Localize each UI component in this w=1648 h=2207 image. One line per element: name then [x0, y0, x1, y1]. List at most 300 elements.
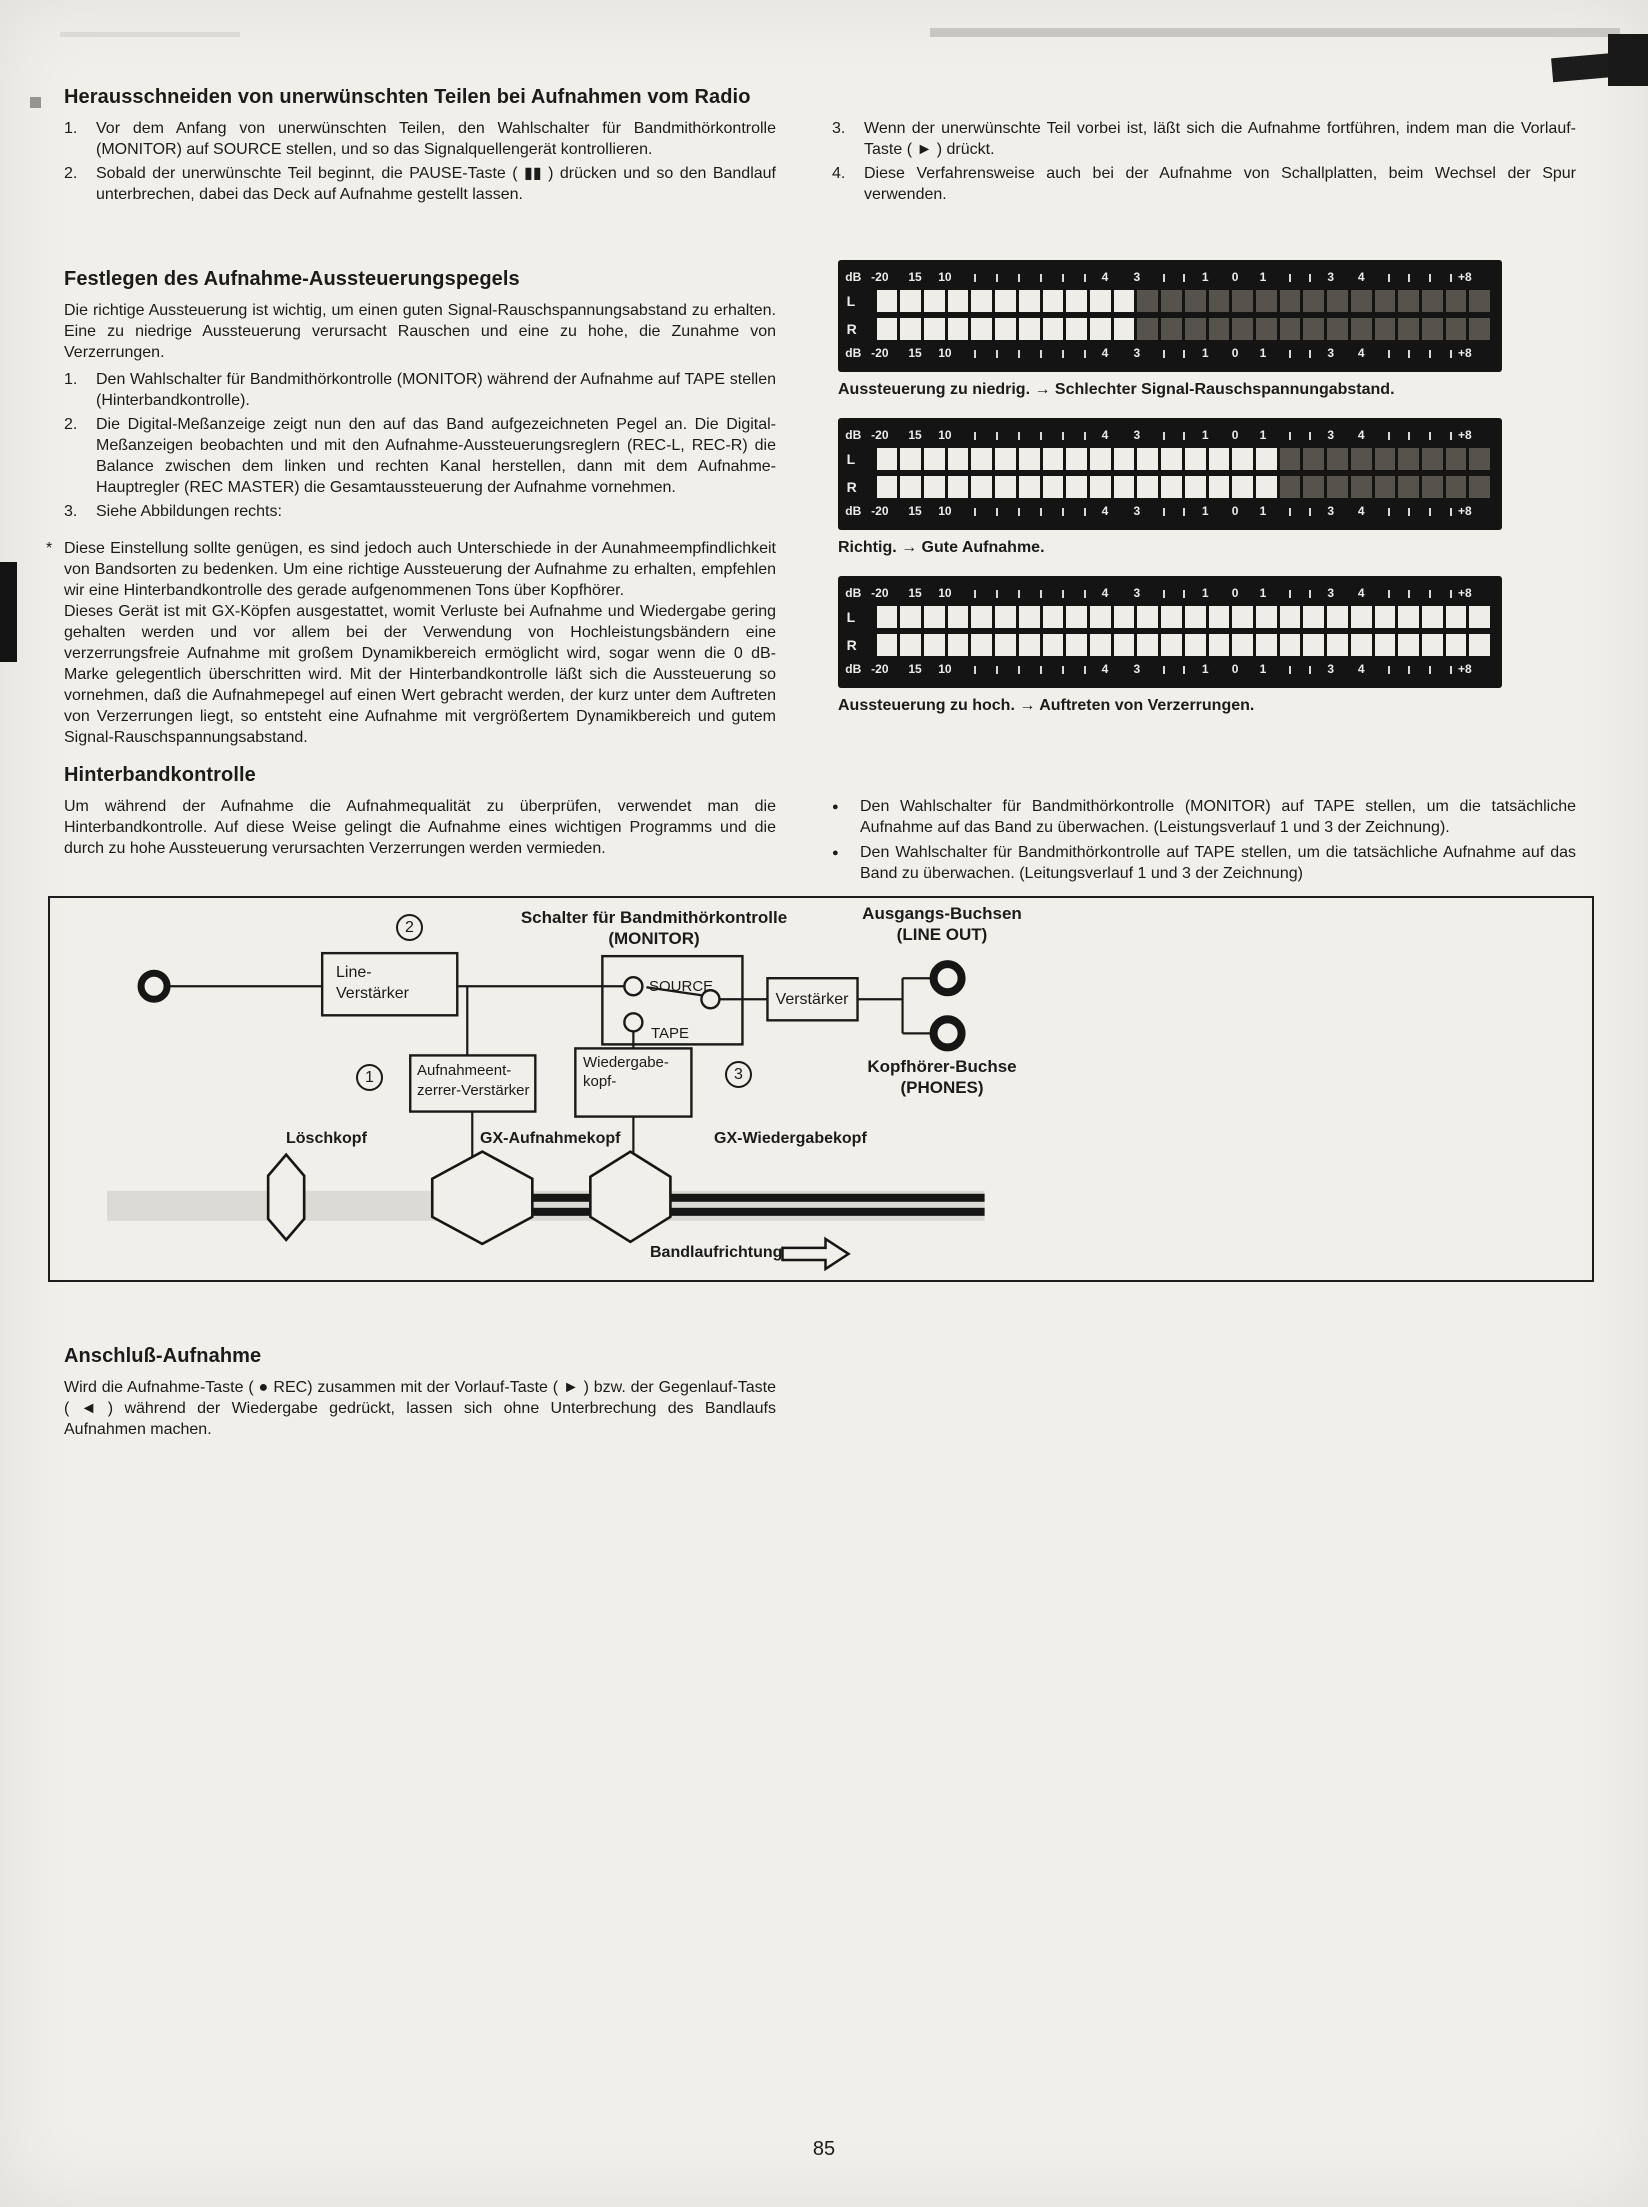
meter-scale-number: 1: [1201, 428, 1209, 442]
meter-segment: [948, 634, 969, 656]
meter-segment: [1090, 448, 1111, 470]
list-item-text: Sobald der unerwünschte Teil beginnt, die PAUSE-Taste ( ▮▮ ) drücken und so den Bandlauf unterbrechen, dabei das Deck auf Aufnahme gestellt lassen.: [96, 165, 776, 203]
meter-segment: [1161, 290, 1182, 312]
list-item-number: 3.: [832, 120, 846, 137]
meter-segment: [995, 606, 1016, 628]
meter-scale-tick: [1450, 590, 1452, 598]
meter-segment-bar: [877, 290, 1491, 312]
meter-segment: [948, 290, 969, 312]
meter-scale-number: 1: [1201, 504, 1209, 518]
meter-scale-tick: [996, 666, 998, 674]
meter-scale-tick: [1309, 508, 1311, 516]
meter-segment: [1469, 634, 1490, 656]
meter-scale-tick: [1183, 590, 1185, 598]
scan-artifact-heading-mark: [30, 97, 41, 108]
meter-scale-tick: [1084, 666, 1086, 674]
meter-scale-tick: [1183, 274, 1185, 282]
meter-segment: [1232, 476, 1253, 498]
meter-segment: [1280, 290, 1301, 312]
vu-meter-block: [838, 418, 1502, 558]
source-label: SOURCE: [649, 978, 714, 995]
meter-scale-tick: [1018, 666, 1020, 674]
meter-scale-number: 0: [1231, 428, 1239, 442]
meter-scale-tick: [1018, 590, 1020, 598]
meter-scale-tick: [1163, 666, 1165, 674]
meter-segment: [1398, 606, 1419, 628]
meter-scale-tick: [1408, 508, 1410, 516]
meter-scale-tick: [1289, 666, 1291, 674]
list-item: [832, 118, 1576, 160]
meter-segment: [1446, 634, 1467, 656]
playback-head-shape: [590, 1152, 670, 1242]
bullet-item: [832, 842, 1576, 884]
meter-scale-number: 1: [1259, 662, 1267, 676]
meter-scale-number: 1: [1201, 346, 1209, 360]
meter-scale-number: 15: [908, 586, 922, 600]
meter-scale-tick: [1309, 590, 1311, 598]
meter-scale-number: 4: [1357, 586, 1365, 600]
meter-segment: [1375, 606, 1396, 628]
meter-scale-number: 3: [1133, 270, 1141, 284]
list-item-text: Den Wahlschalter für Bandmithörkontrolle (MONITOR) während der Aufnahme auf TAPE stellen (Hinterbandkontrolle).: [96, 371, 776, 409]
meter-segment: [995, 318, 1016, 340]
meter-scale-number: +8: [1457, 428, 1472, 442]
meter-scale-tick: [1040, 508, 1042, 516]
meter-db-label: dB: [845, 270, 862, 284]
meter-segment: [1114, 634, 1135, 656]
meter-scale-tick: [1309, 432, 1311, 440]
meter-scale-tick: [1309, 274, 1311, 282]
list-item-text: Wenn der unerwünschte Teil vorbei ist, läßt sich die Aufnahme fortführen, indem man die Vorlauf-Taste ( ► ) drückt.: [864, 120, 1576, 158]
vu-meter-block: [838, 576, 1502, 716]
meter-segment: [1398, 290, 1419, 312]
meter-scale-tick: [1084, 590, 1086, 598]
meter-scale-tick: [1040, 666, 1042, 674]
monitor-switch-label-line2: (MONITOR): [608, 929, 700, 948]
list-item: [64, 369, 776, 411]
meter-segment: [995, 634, 1016, 656]
line-out-jack: [934, 964, 962, 992]
meter-db-label: dB: [845, 504, 862, 518]
meter-scale-tick: [1163, 590, 1165, 598]
meter-scale-number: 3: [1133, 662, 1141, 676]
meter-scale-number: 4: [1101, 346, 1109, 360]
rec-amp-label-line2: zerrer-Verstärker: [417, 1082, 530, 1099]
meter-segment: [1043, 606, 1064, 628]
list-item-number: 1.: [64, 371, 78, 388]
meter-scale-tick: [1429, 350, 1431, 358]
meter-scale-number: 10: [938, 586, 952, 600]
meter-scale-tick: [1309, 350, 1311, 358]
meter-scale-number: +8: [1457, 662, 1472, 676]
section-title: Festlegen des Aufnahme-Aussteuerungspegels: [64, 268, 520, 290]
meter-scale-number: 1: [1259, 270, 1267, 284]
meter-scale-tick: [1388, 274, 1390, 282]
vu-meter: [838, 576, 1502, 688]
meter-segment: [1137, 634, 1158, 656]
meter-scale-number: 3: [1327, 428, 1335, 442]
meter-segment: [1185, 476, 1206, 498]
meter-segment: [1019, 606, 1040, 628]
meter-scale-number: 4: [1101, 270, 1109, 284]
meter-segment: [1137, 448, 1158, 470]
meter-segment: [1066, 634, 1087, 656]
meter-segment: [1303, 448, 1324, 470]
meter-db-label: dB: [845, 662, 862, 676]
meter-db-label: dB: [845, 346, 862, 360]
meter-segment: [924, 634, 945, 656]
meter-segment: [1209, 476, 1230, 498]
meter-segment: [1232, 606, 1253, 628]
meter-scale-tick: [1388, 590, 1390, 598]
list-item-text: Siehe Abbildungen rechts:: [96, 503, 282, 520]
meter-segment: [995, 476, 1016, 498]
meter-scale-tick: [974, 666, 976, 674]
meter-scale-tick: [1163, 274, 1165, 282]
meter-segment: [1446, 318, 1467, 340]
tape-direction-label: Bandlaufrichtung: [650, 1244, 783, 1261]
amp-label: Verstärker: [775, 991, 849, 1008]
page-number: 85: [812, 2138, 836, 2160]
meter-scale-number: -20: [871, 270, 889, 284]
meter-scale-tick: [1084, 432, 1086, 440]
meter-segment: [1209, 606, 1230, 628]
meter-scale-row: [838, 583, 1502, 603]
meter-segment: [900, 634, 921, 656]
meter-scale-number: 3: [1327, 346, 1335, 360]
meter-segment: [1351, 290, 1372, 312]
meter-segment: [1114, 448, 1135, 470]
meter-segment: [1351, 634, 1372, 656]
meter-segment: [971, 634, 992, 656]
meter-scale-tick: [1062, 508, 1064, 516]
erase-head-shape: [268, 1155, 304, 1240]
column-left: [64, 118, 776, 208]
line-amp-label-line2: Verstärker: [336, 985, 409, 1002]
line-amp-label: [336, 962, 409, 1004]
meter-segment: [1422, 476, 1443, 498]
meter-segment: [1351, 318, 1372, 340]
meter-scale-number: 4: [1357, 662, 1365, 676]
meter-segment: [1090, 290, 1111, 312]
column-right: [832, 796, 1576, 888]
list-item-number: 2.: [64, 165, 78, 182]
meter-scale-number: 10: [938, 662, 952, 676]
tape-recorded-stripe: [470, 1194, 984, 1202]
meter-scale-tick: [1429, 508, 1431, 516]
meter-segment: [1161, 318, 1182, 340]
meter-segment: [1090, 476, 1111, 498]
meter-segment: [1256, 476, 1277, 498]
meter-scale-tick: [1408, 590, 1410, 598]
meter-scale-tick: [1429, 666, 1431, 674]
tape-direction-arrow: [782, 1239, 848, 1269]
meter-segment: [1469, 290, 1490, 312]
vu-meter: [838, 418, 1502, 530]
scan-artifact-top-band-2: [60, 32, 240, 37]
meter-scale-tick: [1040, 274, 1042, 282]
phones-label-line2: (PHONES): [900, 1078, 984, 1097]
meter-segment: [1375, 318, 1396, 340]
footnote-asterisk: *: [46, 540, 53, 557]
meter-segment: [900, 606, 921, 628]
erase-head-label: Löschkopf: [286, 1130, 367, 1147]
meter-segment-bar: [877, 606, 1491, 628]
meter-segment: [1019, 290, 1040, 312]
meter-segment: [1043, 290, 1064, 312]
meter-scale-number: 15: [908, 270, 922, 284]
meter-segment: [1232, 634, 1253, 656]
meter-scale-tick: [1062, 432, 1064, 440]
meter-scale-number: 4: [1101, 504, 1109, 518]
meter-segment: [971, 290, 992, 312]
record-head-shape: [432, 1152, 532, 1244]
meter-scale-number: 15: [908, 662, 922, 676]
meter-scale-number: 10: [938, 346, 952, 360]
meter-scale-number: 0: [1231, 346, 1239, 360]
section-title: Herausschneiden von unerwünschten Teilen bei Aufnahmen vom Radio: [64, 86, 751, 108]
meter-scale-tick: [1388, 432, 1390, 440]
meter-segment: [1398, 476, 1419, 498]
meter-segment: [877, 634, 898, 656]
meter-channel-label: L: [846, 451, 856, 467]
meter-scale-number: 4: [1357, 428, 1365, 442]
meter-segment: [948, 448, 969, 470]
meter-scale-number: 4: [1357, 270, 1365, 284]
meter-segment: [1469, 476, 1490, 498]
meter-segment: [1066, 448, 1087, 470]
rec-amp-label-line1: Aufnahmeent-: [417, 1062, 512, 1079]
meter-segment: [971, 448, 992, 470]
meter-scale-row: [838, 501, 1502, 521]
meter-scale-tick: [1084, 350, 1086, 358]
meter-segment: [1375, 448, 1396, 470]
meter-scale-tick: [1040, 432, 1042, 440]
meter-segment: [1351, 476, 1372, 498]
meter-segment: [948, 318, 969, 340]
meter-scale-tick: [1183, 350, 1185, 358]
meter-scale-tick: [974, 432, 976, 440]
list-item: [64, 501, 776, 522]
meter-segment: [1137, 318, 1158, 340]
meter-scale-number: -20: [871, 504, 889, 518]
meter-segment: [948, 476, 969, 498]
meter-segment: [877, 448, 898, 470]
meter-scale-tick: [974, 350, 976, 358]
playback-head-label: GX-Wiedergabekopf: [714, 1130, 867, 1147]
meter-segment: [1446, 606, 1467, 628]
list-item-number: 1.: [64, 120, 78, 137]
meter-segment: [1256, 606, 1277, 628]
meter-scale-number: 0: [1231, 586, 1239, 600]
bullet-item: [832, 796, 1576, 838]
meter-segment: [1422, 606, 1443, 628]
meter-scale-number: 1: [1259, 504, 1267, 518]
list-item-number: 3.: [64, 503, 78, 520]
meter-scale-tick: [1163, 350, 1165, 358]
meter-segment-bar: [877, 448, 1491, 470]
meter-channel-label: L: [846, 293, 856, 309]
vu-meter-figures: [838, 260, 1502, 734]
meter-segment: [1398, 634, 1419, 656]
meter-segment: [900, 290, 921, 312]
meter-segment: [1327, 476, 1348, 498]
meter-segment: [1043, 476, 1064, 498]
section-body: Um während der Aufnahme die Aufnahmequalität zu überprüfen, verwendet man die Hinterbandkontrolle. Auf diese Weise gelingt die Aufnahme eines wichtigen Programms und die durch zu hohe Aussteuerung verursachten Verzerrungen werden vermieden.: [64, 798, 776, 857]
vu-meter: [838, 260, 1502, 372]
meter-scale-tick: [1018, 508, 1020, 516]
meter-segment: [1280, 318, 1301, 340]
meter-segment: [1185, 448, 1206, 470]
meter-segment: [1256, 318, 1277, 340]
meter-scale-row: [838, 659, 1502, 679]
meter-channel-row: [838, 603, 1502, 631]
meter-segment: [1019, 476, 1040, 498]
meter-scale-number: +8: [1457, 346, 1472, 360]
rec-amp-label: [417, 1061, 530, 1101]
list-item-text: Die Digital-Meßanzeige zeigt nun den auf das Band aufgezeichneten Pegel an. Die Digital-Meßanzeigen beobachten und mit den Aufnahme-Aussteuerungsreglern (REC-L, REC-R) die Balance zwischen dem linken und rechten Kanal herstellen, dann mit dem Aufnahme-Hauptregler (REC MASTER) die Gesamtaussteuerung der Aufnahme vornehmen.: [96, 416, 776, 496]
record-head-label: GX-Aufnahmekopf: [480, 1130, 621, 1147]
meter-scale-tick: [1289, 590, 1291, 598]
monitor-switch-label: [509, 907, 799, 949]
meter-scale-number: 1: [1201, 662, 1209, 676]
meter-scale-tick: [1040, 590, 1042, 598]
meter-segment: [1280, 476, 1301, 498]
meter-scale-tick: [1289, 508, 1291, 516]
section-intro: Die richtige Aussteuerung ist wichtig, um einen guten Signal-Rauschspannungsabstand zu erhalten. Eine zu niedrige Aussteuerung verursacht Rauschen und eine zu hohe, die Zunahme von Verzerrungen.: [64, 302, 776, 361]
meter-scale-tick: [1183, 666, 1185, 674]
meter-segment: [1185, 318, 1206, 340]
meter-scale-number: 4: [1101, 586, 1109, 600]
meter-scale-tick: [1289, 432, 1291, 440]
meter-segment: [877, 290, 898, 312]
meter-segment: [924, 606, 945, 628]
monitor-switch-label-line1: Schalter für Bandmithörkontrolle: [520, 908, 788, 927]
meter-segment: [924, 476, 945, 498]
meter-scale-number: 3: [1133, 586, 1141, 600]
meter-segment: [1280, 634, 1301, 656]
meter-channel-row: [838, 445, 1502, 473]
meter-scale-number: 3: [1327, 504, 1335, 518]
meter-scale-number: 1: [1201, 586, 1209, 600]
vu-meter-caption: Aussteuerung zu niedrig. → Schlechter Signal-Rauschspannungabstand.: [838, 381, 1395, 398]
meter-scale-number: 3: [1327, 586, 1335, 600]
meter-scale-number: 4: [1357, 504, 1365, 518]
meter-segment: [1209, 448, 1230, 470]
meter-scale-tick: [1450, 274, 1452, 282]
meter-segment: [877, 606, 898, 628]
meter-scale-number: 3: [1133, 346, 1141, 360]
meter-scale-tick: [1018, 274, 1020, 282]
list-item: [832, 163, 1576, 205]
section-title: Hinterbandkontrolle: [64, 764, 256, 786]
meter-scale-number: 15: [908, 346, 922, 360]
meter-scale-number: -20: [871, 428, 889, 442]
phones-label: [832, 1056, 1052, 1098]
meter-segment: [1137, 606, 1158, 628]
meter-segment: [1303, 290, 1324, 312]
tape-label: TAPE: [651, 1025, 690, 1042]
meter-scale-number: 4: [1101, 428, 1109, 442]
meter-segment: [1090, 606, 1111, 628]
meter-scale-number: 10: [938, 504, 952, 518]
play-amp-label-line1: Wiedergabe-: [583, 1054, 669, 1071]
tape-recorded-stripe: [470, 1208, 984, 1216]
meter-segment: [900, 318, 921, 340]
meter-segment: [1422, 290, 1443, 312]
section-body: Wird die Aufnahme-Taste ( ● REC) zusammen mit der Vorlauf-Taste ( ► ) bzw. der Gegenlauf-Taste ( ◄ ) während der Wiedergabe gedrückt, lassen sich ohne Unterbrechung des Bandlaufs Aufnahmen machen.: [64, 1379, 776, 1438]
signal-flow-diagram: [48, 896, 1594, 1282]
meter-segment: [1280, 448, 1301, 470]
meter-scale-tick: [996, 590, 998, 598]
meter-scale-tick: [996, 508, 998, 516]
list-item: [64, 118, 776, 160]
line-out-label-line2: (LINE OUT): [896, 925, 988, 944]
meter-segment: [1256, 634, 1277, 656]
meter-segment: [1327, 448, 1348, 470]
meter-channel-label: R: [846, 479, 857, 495]
meter-segment: [1114, 476, 1135, 498]
meter-scale-row: [838, 343, 1502, 363]
meter-scale-tick: [1408, 274, 1410, 282]
meter-segment: [877, 476, 898, 498]
meter-scale-tick: [1429, 274, 1431, 282]
meter-scale-number: -20: [871, 346, 889, 360]
list-item-number: 2.: [64, 416, 78, 433]
meter-segment-bar: [877, 318, 1491, 340]
list-item: [64, 163, 776, 205]
meter-segment: [1185, 606, 1206, 628]
meter-segment: [1469, 448, 1490, 470]
meter-segment: [971, 476, 992, 498]
meter-segment: [1114, 606, 1135, 628]
line-out-label-line1: Ausgangs-Buchsen: [862, 904, 1022, 923]
meter-segment: [1066, 318, 1087, 340]
meter-segment: [1114, 290, 1135, 312]
meter-segment: [1209, 290, 1230, 312]
meter-segment: [1327, 318, 1348, 340]
tape-terminal: [624, 1013, 642, 1031]
meter-segment: [1327, 290, 1348, 312]
meter-scale-tick: [1450, 666, 1452, 674]
meter-segment: [1303, 606, 1324, 628]
footnote-paragraph: Diese Einstellung sollte genügen, es sind jedoch auch Unterschiede in der Aunahmeempfindlichkeit von Bandsorten zu bedenken. Um eine richtige Aussteuerung der Aufnahme zu erhalten, empfehlen wir eine Hinterbandkontrolle des gerade aufgenommenen Tons über Kopfhörer.: [64, 540, 776, 599]
meter-segment: [1043, 634, 1064, 656]
meter-scale-tick: [1084, 274, 1086, 282]
line-amp-label-line1: Line-: [336, 964, 372, 981]
meter-scale-tick: [1062, 274, 1064, 282]
source-terminal: [624, 977, 642, 995]
meter-scale-number: 3: [1133, 504, 1141, 518]
footnote-paragraph: Dieses Gerät ist mit GX-Köpfen ausgestattet, womit Verluste bei Aufnahme und Wiedergabe gering gehalten werden und vor allem bei der Verwendung von Hochleistungsbändern eine verzerrungsfreie Aufnahme mit großem Dynamikbereich ermöglicht wird, sogar wenn die 0 dB-Marke gelegentlich überschritten wird. Mit der Hinterbandkontrolle läßt sich die Aussteuerung so vornehmen, daß die Aufnahmepegel auf einen Wert gebracht werden, der kurz unter dem Auftreten von Verzerrungen liegt, so entsteht eine Aufnahme mit vergrößertem Dynamikbereich und gutem Signal-Rauschspannungsabstand.: [64, 603, 776, 746]
meter-segment: [1256, 448, 1277, 470]
meter-scale-number: +8: [1457, 270, 1472, 284]
section-splice-recording: [64, 1345, 776, 1440]
meter-scale-tick: [974, 274, 976, 282]
meter-scale-tick: [1084, 508, 1086, 516]
meter-segment: [1446, 476, 1467, 498]
meter-scale-tick: [1429, 590, 1431, 598]
meter-segment: [1469, 318, 1490, 340]
meter-segment: [1019, 448, 1040, 470]
meter-scale-tick: [1062, 666, 1064, 674]
play-amp-label: [583, 1053, 669, 1091]
meter-segment-bar: [877, 634, 1491, 656]
meter-segment: [1303, 318, 1324, 340]
meter-segment: [1446, 448, 1467, 470]
meter-segment: [1351, 448, 1372, 470]
meter-scale-tick: [1183, 432, 1185, 440]
